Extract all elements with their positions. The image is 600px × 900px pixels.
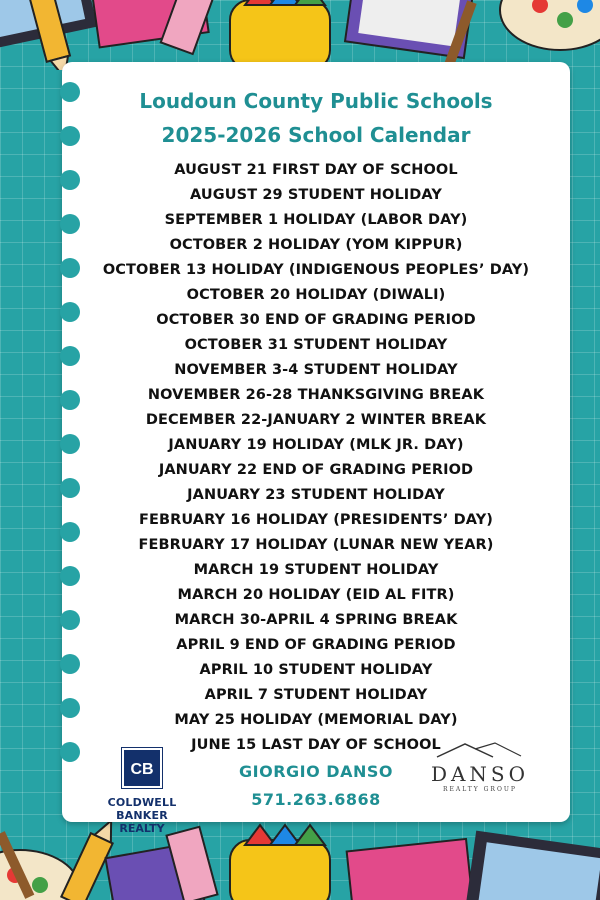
event-item: FEBRUARY 17 HOLIDAY (LUNAR NEW YEAR) xyxy=(138,537,494,553)
event-item: AUGUST 29 STUDENT HOLIDAY xyxy=(190,187,442,203)
agent-phone: 571.263.6868 xyxy=(251,790,381,809)
agent-name: GIORGIO DANSO xyxy=(239,762,393,781)
danso-realty-logo xyxy=(420,742,540,793)
event-item: APRIL 7 STUDENT HOLIDAY xyxy=(204,687,428,703)
event-item: NOVEMBER 3-4 STUDENT HOLIDAY xyxy=(174,362,458,378)
school-supplies-top-illustration xyxy=(0,0,600,70)
notebook-icon xyxy=(347,839,474,900)
paint-palette-icon xyxy=(500,0,600,50)
event-list xyxy=(22,158,600,758)
crayon-box-icon xyxy=(230,0,330,70)
event-item: JANUARY 23 STUDENT HOLIDAY xyxy=(187,487,445,503)
team-sub: REALTY GROUP xyxy=(443,786,517,793)
event-item: AUGUST 21 FIRST DAY OF SCHOOL xyxy=(174,162,458,178)
crayon-box-icon xyxy=(230,825,330,900)
event-item: JUNE 15 LAST DAY OF SCHOOL xyxy=(191,737,441,753)
cb-logo-icon xyxy=(122,748,162,788)
event-item: FEBRUARY 16 HOLIDAY (PRESIDENTS’ DAY) xyxy=(138,512,494,528)
brokerage-sub: REALTY xyxy=(119,822,165,835)
event-item: NOVEMBER 26-28 THANKSGIVING BREAK xyxy=(147,387,485,403)
event-item: OCTOBER 30 END OF GRADING PERIOD xyxy=(156,312,476,328)
event-item: JANUARY 22 END OF GRADING PERIOD xyxy=(158,462,474,478)
calendar-content xyxy=(62,62,570,822)
event-item: APRIL 9 END OF GRADING PERIOD xyxy=(176,637,456,653)
event-item: OCTOBER 31 STUDENT HOLIDAY xyxy=(184,337,448,353)
event-item: MAY 25 HOLIDAY (MEMORIAL DAY) xyxy=(174,712,458,728)
event-item: OCTOBER 20 HOLIDAY (DIWALI) xyxy=(186,287,446,303)
event-item: MARCH 20 HOLIDAY (EID AL FITR) xyxy=(177,587,455,603)
coldwell-banker-logo xyxy=(82,748,202,835)
page-title: Loudoun County Public Schools xyxy=(139,89,493,113)
page-subtitle: 2025-2026 School Calendar xyxy=(161,123,471,147)
event-item: APRIL 10 STUDENT HOLIDAY xyxy=(199,662,433,678)
team-name: DANSO xyxy=(430,762,530,786)
event-item: DECEMBER 22-JANUARY 2 WINTER BREAK xyxy=(145,412,487,428)
event-item: JANUARY 19 HOLIDAY (MLK JR. DAY) xyxy=(168,437,464,453)
event-item: OCTOBER 13 HOLIDAY (INDIGENOUS PEOPLES’ DAY) xyxy=(102,262,530,278)
tablet-icon xyxy=(465,831,600,900)
event-item: OCTOBER 2 HOLIDAY (YOM KIPPUR) xyxy=(169,237,463,253)
event-item: MARCH 19 STUDENT HOLIDAY xyxy=(193,562,439,578)
house-roof-icon xyxy=(435,742,525,758)
event-item: MARCH 30-APRIL 4 SPRING BREAK xyxy=(174,612,458,628)
event-item: SEPTEMBER 1 HOLIDAY (LABOR DAY) xyxy=(164,212,468,228)
brokerage-name: COLDWELL BANKER xyxy=(107,796,177,822)
cb-logo-letters: CB xyxy=(130,761,154,778)
